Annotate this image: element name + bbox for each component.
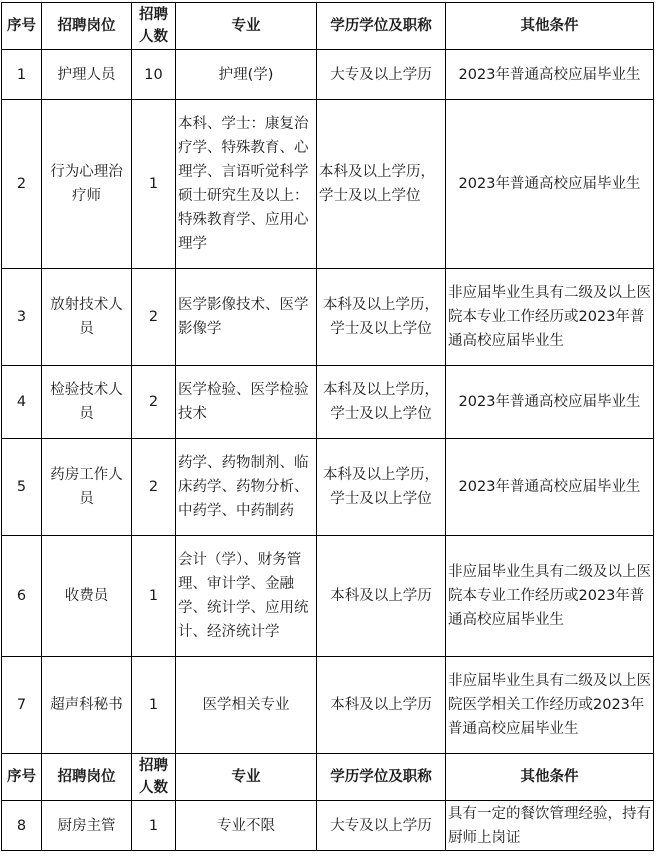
cell-count: 1: [132, 657, 176, 754]
cell-education: 本科及以上学历，学士及以上学位: [317, 366, 446, 439]
cell-major: 护理(学): [176, 50, 317, 100]
cell-count: 1: [132, 100, 176, 269]
table-row: [2, 801, 654, 851]
cell-post: 行为心理治疗师: [42, 100, 132, 269]
cell-count: 2: [132, 366, 176, 439]
table-row: [2, 657, 654, 754]
cell-post: 检验技术人员: [42, 366, 132, 439]
cell-post: 超声科秘书: [42, 657, 132, 754]
table-row: [2, 50, 654, 100]
cell-major: 会计（学）、财务管理、审计学、金融学、统计学、应用统计、经济统计学: [176, 536, 317, 657]
table-row: [2, 100, 654, 269]
cell-no: 6: [2, 536, 42, 657]
header-no: 序号: [2, 3, 42, 50]
header-major: 专业: [176, 754, 317, 801]
cell-post: 放射技术人员: [42, 269, 132, 366]
cell-other: 2023年普通高校应届毕业生: [446, 439, 654, 536]
table-header-row-repeat: [2, 754, 654, 801]
header-education: 学历学位及职称: [317, 3, 446, 50]
cell-other: 非应届毕业生具有二级及以上医院本专业工作经历或2023年普通高校应届毕业生: [446, 269, 654, 366]
cell-other: 2023年普通高校应届毕业生: [446, 100, 654, 269]
header-education: 学历学位及职称: [317, 754, 446, 801]
cell-count: 1: [132, 536, 176, 657]
header-post: 招聘岗位: [42, 3, 132, 50]
cell-post: 护理人员: [42, 50, 132, 100]
major-bachelor: 本科、学士：康复治疗学、特殊教育、心理学、言语听觉科学: [178, 116, 309, 180]
table-row: [2, 536, 654, 657]
cell-other: 2023年普通高校应届毕业生: [446, 366, 654, 439]
header-count: 招聘人数: [132, 754, 176, 801]
cell-count: 10: [132, 50, 176, 100]
cell-education: 本科及以上学历，学士及以上学位: [317, 439, 446, 536]
table-row: [2, 439, 654, 536]
cell-major: 专业不限: [176, 801, 317, 851]
cell-no: 4: [2, 366, 42, 439]
cell-post: 厨房主管: [42, 801, 132, 851]
cell-other: 具有一定的餐饮管理经验，持有厨师上岗证: [446, 801, 654, 851]
cell-education: 大专及以上学历: [317, 801, 446, 851]
cell-education: 本科及以上学历: [317, 536, 446, 657]
cell-major: 药学、药物制剂、临床药学、药物分析、中药学、中药制药: [176, 439, 317, 536]
table-row: [2, 269, 654, 366]
header-count: 招聘人数: [132, 3, 176, 50]
cell-count: 2: [132, 439, 176, 536]
cell-other: 非应届毕业生具有二级及以上医院医学相关工作经历或2023年普通高校应届毕业生: [446, 657, 654, 754]
cell-count: 1: [132, 801, 176, 851]
recruitment-table: [1, 2, 654, 851]
cell-major: 医学相关专业: [176, 657, 317, 754]
cell-post: 药房工作人员: [42, 439, 132, 536]
cell-no: 5: [2, 439, 42, 536]
cell-no: 1: [2, 50, 42, 100]
table-header-row: [2, 3, 654, 50]
header-other: 其他条件: [446, 3, 654, 50]
cell-other: 2023年普通高校应届毕业生: [446, 50, 654, 100]
cell-no: 3: [2, 269, 42, 366]
table-row: [2, 366, 654, 439]
cell-education: 大专及以上学历: [317, 50, 446, 100]
cell-no: 2: [2, 100, 42, 269]
cell-count: 2: [132, 269, 176, 366]
cell-major: [176, 100, 317, 269]
cell-other: 非应届毕业生具有二级及以上医院本专业工作经历或2023年普通高校应届毕业生: [446, 536, 654, 657]
header-post: 招聘岗位: [42, 754, 132, 801]
cell-major: 医学影像技术、医学影像学: [176, 269, 317, 366]
cell-education: 本科及以上学历: [317, 657, 446, 754]
cell-education: 本科及以上学历，学士及以上学位: [317, 269, 446, 366]
cell-no: 8: [2, 801, 42, 851]
cell-major: 医学检验、医学检验技术: [176, 366, 317, 439]
header-no: 序号: [2, 754, 42, 801]
cell-post: 收费员: [42, 536, 132, 657]
header-other: 其他条件: [446, 754, 654, 801]
cell-no: 7: [2, 657, 42, 754]
header-major: 专业: [176, 3, 317, 50]
cell-education: 本科及以上学历，学士及以上学位: [317, 100, 446, 269]
major-master: 硕士研究生及以上：特殊教育学、应用心理学: [178, 188, 309, 252]
